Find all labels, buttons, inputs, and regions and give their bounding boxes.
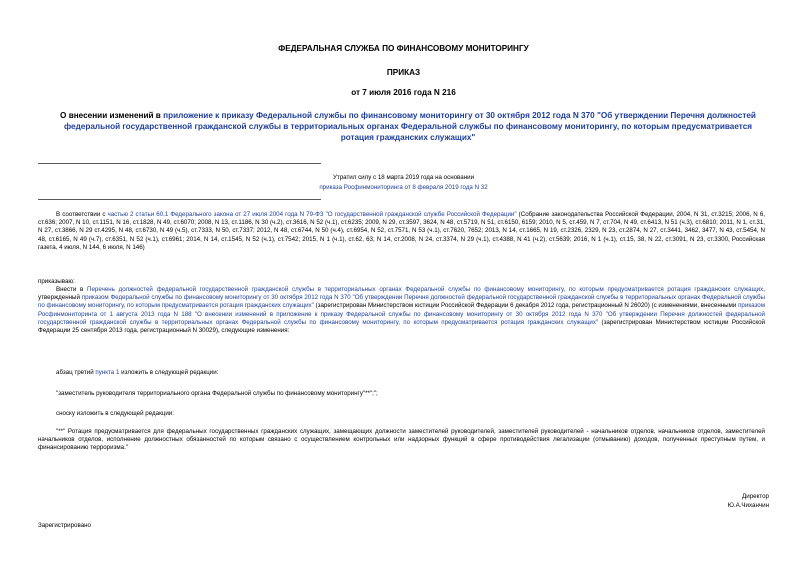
order-188-link[interactable]: приказом Росфинмониторинга от 1 августа 2013 года N 188 "О внесении изменений в приложение к приказу Федеральной службы по финансовому мониторингу от 30 октября 2012 года N 370 "Об утверждении Перечня должностей федеральной государственной гражданской службы в территориальных органах Федеральной службы по финансовому мониторингу, по которым предусматривается ротация гражданских служащих" [38,302,766,326]
clause-1-link[interactable]: пункта 1 [95,369,120,376]
document-subject [58,110,758,143]
subject-prefix: О внесении изменений в [60,111,164,120]
doc-type-title: ПРИКАЗ [386,68,421,77]
registered-label: Зарегистрировано [38,522,91,529]
preamble-paragraph [38,211,765,252]
footnote-instruction: сноску изложить в следующей редакции: [56,410,174,417]
instruction-text-a: абзац третий [56,369,96,376]
order-370-link[interactable]: приказом Федеральной службы по финансовому мониторингу от 30 октября 2012 года N 370 "Об утверждении Перечня должностей федеральной государственной гражданской службы в территориальных органах Федеральной службы по финансовому мониторингу, по которым предусматривается ротация гражданских служащих" [38,294,765,310]
status-note [0,173,807,192]
footnote-text: "**" Ротация предусматривается для федеральных государственных гражданских служащих, замещающих должности заместителей руководителей, заместителей руководителей - начальников отделов, начальников отделов, заместителей начальников отделов, исполнение должностных обязанностей по которым связано с осуществлением контрольных или надзорных функций в сфере противодействия легализации (отмыванию) доходов, полученных преступным путем, и финансированию терроризма." [38,428,765,452]
preamble-text-b: (Собрание законодательства Российской Федерации, 2004, N 31, ст.3215; 2006, N 6, ст.636; 2007, N 10, ст.1151, N 16, ст.1828, N 49, ст.6070; 2008, N 13, ст.1186, N 30 (ч.2), ст.3616, N 52 (ч.1), ст.6235; 2009, N 29, ст.3597, 3624, N 48, ст.5719, N 51, ст.6150, 6159; 2010, N 5, ст.459, N 7, ст.704, N 49, ст.6413, N 51 (ч.3), ст.6810; 2011, N 1, ст.31, N 27, ст.3866, N 29 ст.4295, N 48, ст.6730, N 49 (ч.5), ст.7333, N 50, ст.7337; 2012, N 48, ст.6744, N 50 (ч.4), ст.6954, N 52, ст.7571, N 53 (ч.1), ст.7620, 7652; 2013, N 14, ст.1665, N 19, ст.2326, 2329, N 23, ст.2874, N 27, ст.3441, 3462, 3477, N 43, ст.5454, N 48, ст.6165, N 49 (ч.7), ст.6351, N 52 (ч.1), ст.6961; 2014, N 14, ст.1545, N 52 (ч.1), ст.7542; 2015, N 1 (ч.1), ст.62, 63; N 14, ст.2008, N 24, ст.3374, N 29 (ч.1), ст.4388, N 41 (ч.2), ст.5639; 2016, N 1 (ч.1), ст.15, 38, N 22, ст.3091, N 23, ст.3300, Российская газета, 4 июля, N 144, 6 июля, N 146) [38,211,766,251]
paragraph-three-instruction [56,369,756,377]
preamble-text-a: В соответствии с [56,211,108,218]
status-note-text: Утратил силу с 18 марта 2019 года на основании [332,174,475,181]
amendment-paragraph [38,286,765,335]
amendment-text-c: (зарегистрирован Министерством юстиции Российской Федерации 6 декабря 2012 года, регистрационный N 26020) (с изменениями, внесенными [313,302,739,310]
signature-block [728,492,769,510]
doc-date-number: от 7 июля 2016 года N 216 [351,88,456,97]
instruction-text-b: изложить в следующей редакции: [119,369,219,376]
law-article-link[interactable]: частью 2 статьи 60.1 Федерального закона от 27 июля 2004 года N 79-ФЗ "О государственной гражданской службе Российской Федерации" [107,211,517,218]
agency-title: ФЕДЕРАЛЬНАЯ СЛУЖБА ПО ФИНАНСОВОМУ МОНИТОРИНГУ [278,44,529,53]
amendment-text-b: , утвержденный [38,286,765,302]
status-note-link[interactable]: приказа Росфинмониторинга от 8 февраля 2019 года N 32 [319,183,488,191]
divider-bottom [38,199,321,200]
divider-top [38,163,321,164]
subject-appendix-link[interactable]: приложение к приказу Федеральной службы по финансовому мониторингу от 30 октября 2012 года N 370 "Об утверждении Перечня должностей федеральной государственной гражданской службы в территориальных органах Федеральной службы по финансовому мониторингу, по которым предусматривается ротация гражданских служащих" [63,111,756,142]
ordered-line: приказываю: [38,278,75,285]
signer-name: Ю.А.Чиханчин [727,502,769,509]
amendment-text-d: (зарегистрирован Министерством юстиции Российской Федерации 25 сентября 2013 года, регистрационный N 30029), следующие изменения: [38,318,765,335]
positions-list-link[interactable]: Перечень должностей федеральной государственной гражданской службы в территориальных органах Федеральной службы по финансовому мониторингу, по которым предусматривается ротация гражданских служащих [87,286,764,293]
new-wording-quote: "заместитель руководителя территориального органа Федеральной службы по финансовому мониторингу"**";"; [56,390,378,397]
amendment-text-a: Внести в [56,286,88,293]
signer-position: Директор [742,493,769,500]
